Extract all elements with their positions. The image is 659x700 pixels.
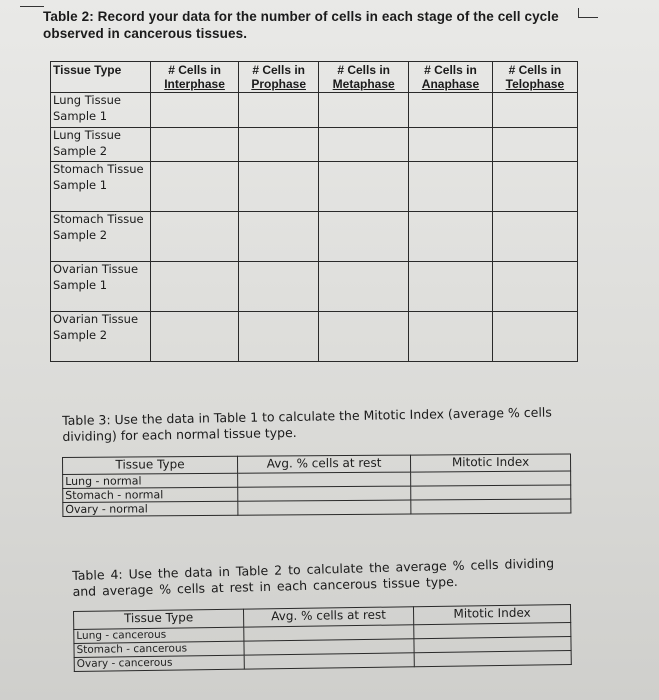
data-cell[interactable] <box>492 262 577 312</box>
row-label: Stomach Tissue Sample 1 <box>51 162 151 212</box>
table2-header-cell: # Cells in Prophase <box>239 62 319 93</box>
row-label: Stomach Tissue Sample 2 <box>51 212 151 262</box>
corner-mark-left <box>20 6 44 7</box>
data-cell[interactable] <box>409 312 493 362</box>
row-label: Lung Tissue Sample 1 <box>51 93 151 128</box>
data-cell[interactable] <box>409 93 493 128</box>
data-cell[interactable] <box>239 128 319 162</box>
data-cell[interactable] <box>409 262 493 312</box>
data-cell[interactable] <box>151 312 239 362</box>
row-label: Stomach - cancerous <box>74 641 244 657</box>
row-label: Ovarian Tissue Sample 2 <box>51 312 151 362</box>
data-cell[interactable] <box>409 212 493 262</box>
table2 <box>50 61 578 362</box>
table2-header-row <box>51 62 578 93</box>
data-cell[interactable] <box>492 128 577 162</box>
table4-header-cell: Mitotic Index <box>413 605 570 625</box>
data-cell[interactable] <box>151 262 239 312</box>
table-row <box>51 262 578 312</box>
data-cell[interactable] <box>319 93 409 128</box>
table-row <box>51 93 578 128</box>
data-cell[interactable] <box>238 500 411 515</box>
table4-caption: Table 4: Use the data in Table 2 to calculate the average % cells dividing and average % cells at rest in each cancerous tissue type. <box>72 555 555 599</box>
row-label: Lung Tissue Sample 2 <box>51 128 151 162</box>
table2-header-cell: # Cells in Metaphase <box>319 62 409 93</box>
row-label: Ovary - cancerous <box>74 655 244 671</box>
data-cell[interactable] <box>239 312 319 362</box>
row-label: Lung - normal <box>63 473 238 488</box>
table4 <box>73 604 572 672</box>
data-cell[interactable] <box>238 472 411 487</box>
table-row <box>51 212 578 262</box>
data-cell[interactable] <box>244 653 414 669</box>
table2-header-cell: # Cells in Interphase <box>151 62 239 93</box>
data-cell[interactable] <box>409 162 493 212</box>
table3-header-cell: Tissue Type <box>63 456 238 474</box>
data-cell[interactable] <box>411 499 571 514</box>
row-label: Lung - cancerous <box>74 627 244 643</box>
data-cell[interactable] <box>319 212 409 262</box>
data-cell[interactable] <box>151 212 239 262</box>
table2-header-cell: # Cells in Telophase <box>492 62 577 93</box>
data-cell[interactable] <box>492 312 577 362</box>
data-cell[interactable] <box>239 162 319 212</box>
table3-header-cell: Mitotic Index <box>410 454 570 472</box>
table2-header-cell: Tissue Type <box>51 62 151 93</box>
table-row <box>51 128 578 162</box>
data-cell[interactable] <box>492 93 577 128</box>
data-cell[interactable] <box>239 212 319 262</box>
table2-title: Table 2: Record your data for the number of cells in each stage of the cell cycle observed in cancerous tissues. <box>43 9 559 41</box>
data-cell[interactable] <box>319 128 409 162</box>
table3-header-cell: Avg. % cells at rest <box>237 455 410 473</box>
table-row <box>51 162 578 212</box>
table3 <box>62 453 571 517</box>
data-cell[interactable] <box>319 262 409 312</box>
data-cell[interactable] <box>409 128 493 162</box>
table3-caption: Table 3: Use the data in Table 1 to calculate the Mitotic Index (average % cells dividing) for each normal tissue type. <box>62 404 552 444</box>
data-cell[interactable] <box>151 162 239 212</box>
data-cell[interactable] <box>319 312 409 362</box>
data-cell[interactable] <box>319 162 409 212</box>
table2-header-cell: # Cells in Anaphase <box>409 62 493 93</box>
table-row <box>51 312 578 362</box>
table-row <box>63 499 571 517</box>
data-cell[interactable] <box>492 212 577 262</box>
row-label: Ovarian Tissue Sample 1 <box>51 262 151 312</box>
data-cell[interactable] <box>151 93 239 128</box>
data-cell[interactable] <box>239 262 319 312</box>
data-cell[interactable] <box>411 485 571 500</box>
data-cell[interactable] <box>414 651 571 667</box>
data-cell[interactable] <box>151 128 239 162</box>
row-label: Ovary - normal <box>63 501 238 516</box>
row-label: Stomach - normal <box>63 487 238 502</box>
data-cell[interactable] <box>238 486 411 501</box>
data-cell[interactable] <box>239 93 319 128</box>
table4-header-cell: Avg. % cells at rest <box>243 607 413 627</box>
data-cell[interactable] <box>411 471 571 486</box>
data-cell[interactable] <box>492 162 577 212</box>
table4-header-cell: Tissue Type <box>74 609 244 629</box>
